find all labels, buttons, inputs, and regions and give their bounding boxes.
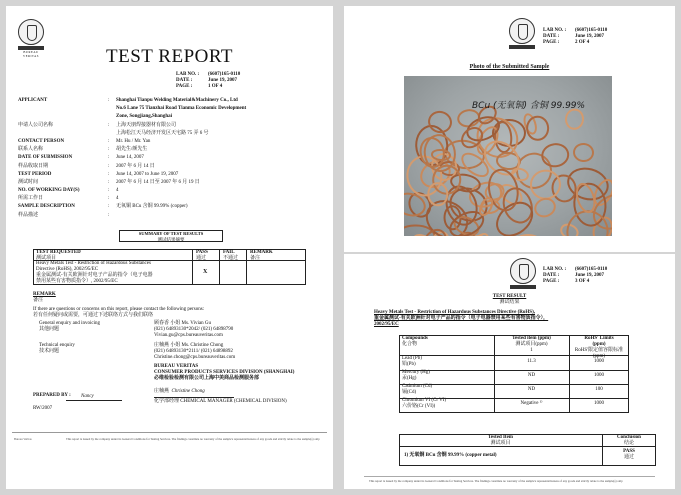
copper-ring-icon xyxy=(527,115,550,141)
test-heading: Heavy Metals Test - Restriction of Hazardous Substances Directive (RoHS), 重金属测试-有关欧洲针对电子产品的指令（电子电器禁用某些有害物质指令）， 2002/95/EC xyxy=(374,310,549,327)
field-value: 4 xyxy=(116,196,119,202)
conclusion-item: 1) 无氧铜 BCu 含铜 99.99% (copper metal) xyxy=(404,453,497,458)
summary-row-test: Heavy Metals Test - Restriction of Hazardous Substances Directive (RoHS), 2002/95/EC 重金属测试-有关欧洲针对电子产品的指令（电子电器 禁用某些有害物质指令）, 2002/95/EC xyxy=(36,261,153,284)
field-colon: : xyxy=(108,147,110,153)
field-value: 胡先生/颜先生 xyxy=(116,147,148,153)
field-value: June 14, 2007 to June 19, 2007 xyxy=(116,171,179,177)
field-colon: : xyxy=(108,98,110,103)
contact-line: Vivian.gu@cps.bureauveritas.com xyxy=(154,333,223,338)
field-label: 测试时间 xyxy=(18,179,39,185)
contact-line: (021) 64893130*2042/ (021) 64898790 xyxy=(154,327,234,332)
result-limit: 1000 xyxy=(594,401,604,406)
summary-title-box: SUMMARY OF TEST RESULTS 测试结果摘要 xyxy=(119,230,223,242)
report-meta: LAB NO. : (6607)165-0110 DATE : June 19, 2007 PAGE : 1 OF 4 xyxy=(176,72,241,89)
copper-ring-icon xyxy=(564,108,585,131)
field-row xyxy=(18,195,318,203)
field-value: Mr. Hu / Mr. Yan xyxy=(116,138,151,144)
report-meta: LAB NO. : (6607)165-0110 DATE : June 19, 2007 PAGE : 3 OF 4 xyxy=(543,267,608,284)
result-compound xyxy=(402,356,422,368)
footer-fine-print: This report is issued by the company under its General Conditions for Testing Services. The findings constitute no warranty of the sample's representativeness of any goods and strictly relate to the sample(s) only. xyxy=(66,437,321,441)
field-colon: : xyxy=(108,188,110,194)
field-row xyxy=(18,212,318,220)
field-value: June 14, 2007 xyxy=(116,155,144,161)
results-header-compounds: Compounds 化合物 xyxy=(402,336,428,347)
result-value: 11.3 xyxy=(527,359,536,364)
summary-header-test: TEST REQUESTED 测试项目 xyxy=(36,250,81,261)
result-compound xyxy=(402,398,446,410)
field-label: DATE OF SUBMISSION xyxy=(18,155,73,161)
results-header-tested: Tested item (ppm) 测试项目(ppm) 1 xyxy=(512,336,551,353)
signatory-role: 化学部经理 CHEMICAL MANAGER (CHEMICAL DIVISION) xyxy=(154,399,287,404)
field-row xyxy=(18,113,318,121)
field-label: 联系人名称 xyxy=(18,147,44,153)
contact-line: 庄楠燕 小姐 Ms. Christine Chong xyxy=(154,343,224,348)
footer-fine-print: This report is issued by the company under its General Conditions for Testing Services. The findings constitute no warranty of the sample's representativeness of any goods and strictly relate to the sample(s) only. xyxy=(369,479,624,483)
row-divider xyxy=(399,398,629,399)
test-result-title: TEST RESULT 测试结果 xyxy=(492,294,527,305)
summary-header-fail: FAIL 不通过 xyxy=(223,250,239,261)
bureau-veritas-logo xyxy=(510,258,536,289)
field-value: No.6 Lane 75 Tianzhai Road Tianma Economic Development xyxy=(116,106,247,112)
field-colon: : xyxy=(108,212,110,218)
field-colon: : xyxy=(108,138,110,144)
technical-enquiry-contact xyxy=(154,343,235,361)
field-row xyxy=(18,171,318,179)
prepared-by-label: PREPARED BY : xyxy=(33,393,71,398)
field-row xyxy=(18,163,318,171)
field-row xyxy=(18,105,318,113)
technical-enquiry-label: Technical enquiry 技术问题 xyxy=(39,343,75,354)
remark-section: REMARK 备注 xyxy=(33,292,56,303)
field-row xyxy=(18,138,318,146)
field-label: 样品收取日期 xyxy=(18,163,49,169)
report-fields xyxy=(18,97,318,220)
document-code: RW/2007 xyxy=(33,406,53,411)
field-label: TEST PERIOD xyxy=(18,171,52,177)
organisation-block: BUREAU VERITAS CONSUMER PRODUCTS SERVICES DIVISION (SHANGHAI) 必维检验检测有限公司上海中美商品检测服务部 xyxy=(154,364,295,381)
compound-name-cn: 汞(Hg) xyxy=(402,376,417,381)
compound-name-en: Mercury (Hg) xyxy=(402,370,430,375)
field-label: CONTACT PERSON xyxy=(18,138,65,144)
field-value: Zone, Songjiang,Shanghai xyxy=(116,114,172,120)
field-label: 所需工作日 xyxy=(18,196,44,202)
report-page-2 xyxy=(344,6,675,252)
result-limit: 100 xyxy=(595,387,603,392)
field-row xyxy=(18,97,318,105)
field-row xyxy=(18,130,318,138)
field-label: 申请人公司名称 xyxy=(18,122,54,128)
contact-line: Christine.chong@cps.bureauveritas.com xyxy=(154,355,236,360)
field-row xyxy=(18,203,318,211)
report-page-3 xyxy=(344,254,675,489)
summary-header-remark: REMARK 备注 xyxy=(250,250,273,261)
field-label: 样品描述 xyxy=(18,212,39,218)
summary-header-pass: PASS 通过 xyxy=(196,250,208,261)
field-row xyxy=(18,122,318,130)
copper-ring-icon xyxy=(573,142,596,163)
footer-left: Bureau Veritas xyxy=(14,437,32,441)
result-value: ND xyxy=(527,387,536,392)
field-value: Shanghai Tianpu Welding Material&Machinery Co., Ltd xyxy=(116,98,238,103)
compound-name-en: Chromium VI (Cr VI) xyxy=(402,398,447,403)
field-value: 上海天朋焊接器材有限公司 xyxy=(116,122,177,128)
report-page-1 xyxy=(6,6,333,489)
compound-name-cn: 镉(Cd) xyxy=(402,390,417,395)
field-value: 上海松江天马经济开发区天宅路 75 弄 6 号 xyxy=(116,130,209,136)
field-colon: : xyxy=(108,122,110,128)
field-colon: : xyxy=(108,163,110,169)
field-value: 2007 年 6 月 14 日 xyxy=(116,163,155,169)
field-value: 4 xyxy=(116,188,119,194)
contact-intro: If there are questions or concerns on this report, please contact the following persons: 若有任何疑问或需要，可通过下述联络方式与我们联络 xyxy=(33,307,205,318)
field-colon: : xyxy=(108,204,110,210)
summary-pass-mark: X xyxy=(203,269,208,275)
conclusion-result: PASS 通过 xyxy=(623,449,635,460)
field-label: APPLICANT xyxy=(18,98,48,103)
field-row xyxy=(18,146,318,154)
field-colon: : xyxy=(108,155,110,161)
sample-photo xyxy=(404,76,612,236)
contact-line: 顾春香 小姐 Ms. Vivian Gu xyxy=(154,321,211,326)
photo-title: Photo of the Submitted Sample xyxy=(469,64,550,70)
result-value: Negative ¹⁾ xyxy=(520,401,543,406)
prepared-by-name: Nancy xyxy=(81,394,94,399)
row-divider xyxy=(399,384,629,385)
field-colon: : xyxy=(108,179,110,185)
row-divider xyxy=(399,370,629,371)
results-header-limits: RoHS' Limits (ppm) RoHS'限定值容限标准 (ppm) xyxy=(574,336,624,359)
field-row xyxy=(18,154,318,162)
field-label: SAMPLE DESCRIPTION xyxy=(18,204,75,210)
result-compound xyxy=(402,370,430,382)
compound-name-cn: 铅(Pb) xyxy=(402,362,416,367)
field-row xyxy=(18,179,318,187)
compound-name-cn: 六价铬(Cr (VI)) xyxy=(402,404,436,409)
general-enquiry-contact xyxy=(154,321,233,339)
report-title: TEST REPORT xyxy=(106,46,233,67)
compound-name-en: Lead (Pb) xyxy=(402,356,422,361)
report-meta: LAB NO. : (6607)165-0110 DATE : June 19, 2007 PAGE : 2 OF 4 xyxy=(543,28,608,45)
field-value: 2007 年 6 月 14 日至 2007 年 6 月 19 日 xyxy=(116,179,200,185)
field-value: 无氧铜 BCu 含铜 99.99% (copper) xyxy=(116,204,188,210)
field-colon: : xyxy=(108,171,110,177)
photo-handwritten-label: BCu (无氧铜) 含铜 99.99% xyxy=(472,101,586,111)
result-compound xyxy=(402,384,432,396)
bureau-veritas-logo: BUREAU VERITAS xyxy=(18,19,44,58)
bureau-veritas-logo xyxy=(509,18,535,49)
result-limit: 1000 xyxy=(594,373,604,378)
result-limit: 1000 xyxy=(594,359,604,364)
general-enquiry-label: General enquiry and invoicing 其他问题 xyxy=(39,321,100,332)
field-row xyxy=(18,187,318,195)
conclusion-header-result: Conclusion 结论 xyxy=(617,435,641,446)
conclusion-header-tested: Tested Item 测试项目 xyxy=(488,435,513,446)
copper-ring-icon xyxy=(531,195,559,221)
field-colon: : xyxy=(108,196,110,202)
contact-line: (021) 64893130*2111/ (021) 64898892 xyxy=(154,349,233,354)
signature-block: 庄楠燕 Christine Chong xyxy=(154,389,205,394)
result-value: ND xyxy=(527,373,536,378)
compound-name-en: Cadmium (Cd) xyxy=(402,384,433,389)
field-label: NO. OF WORKING DAY(S) xyxy=(18,188,80,194)
